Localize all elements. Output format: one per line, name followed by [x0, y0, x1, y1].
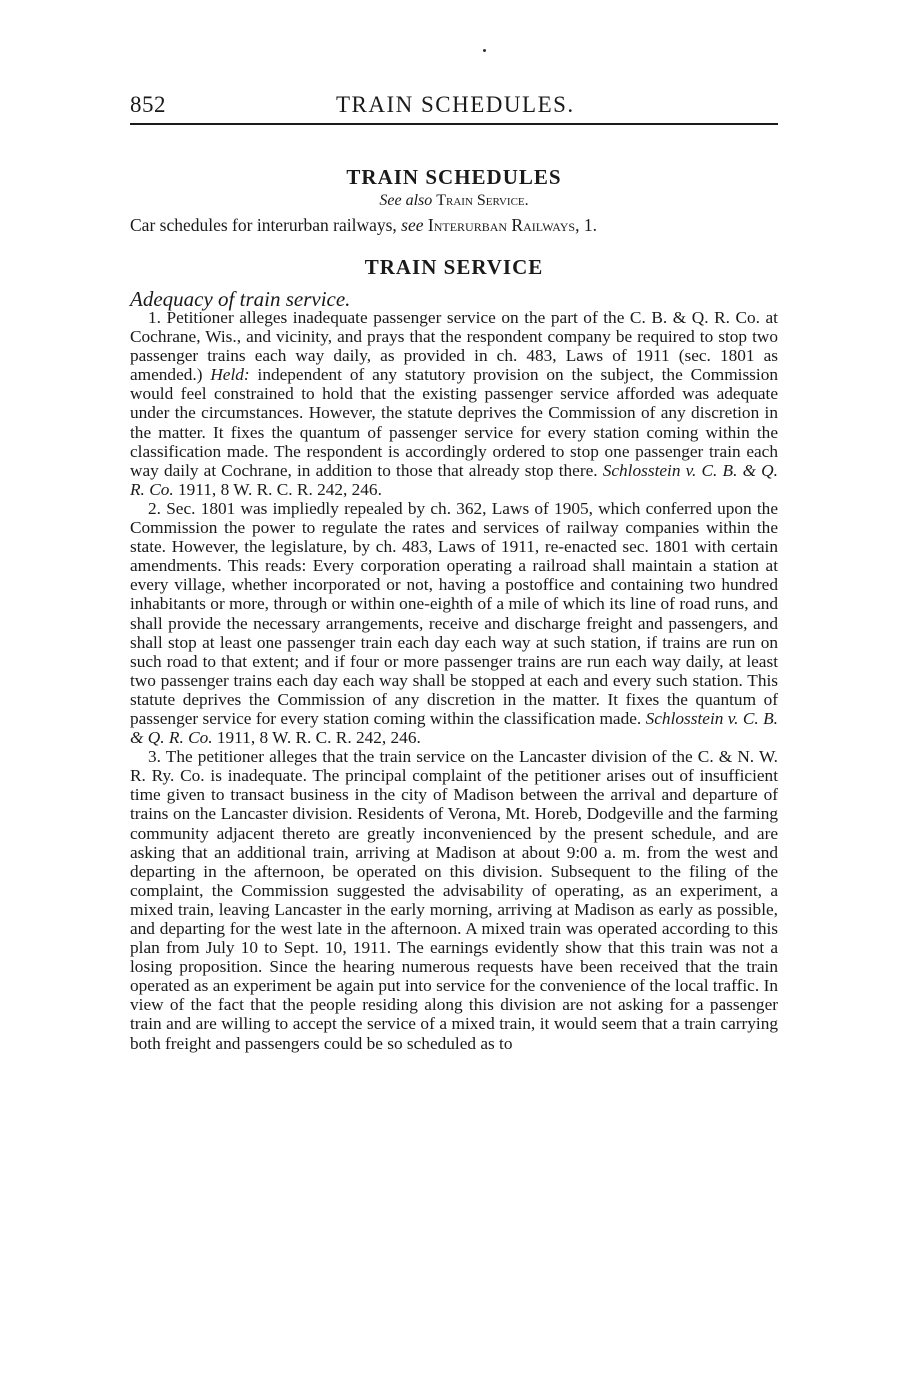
header-rule — [130, 123, 778, 125]
subheading-adequacy: Adequacy of train service. — [130, 287, 351, 311]
car-line-reference: Interurban Railways, — [427, 215, 580, 235]
car-line-number: 1. — [583, 215, 597, 235]
page-header — [130, 92, 778, 122]
paragraph-3 — [130, 747, 778, 1053]
paragraph-1-text-cont: independent of any statutory provision on the subject, the Commission would feel constrained to hold that the existing passenger service afforded was adequate under the circumstances. However, the statute deprives the Commission of any discretion in the matter. It fixes the quantum of passenger service for every station coming within the classification made. The respondent is accordingly ordered to stop one passenger train each way daily at Cochrane, in addition to those that already stop there. — [130, 365, 778, 480]
paragraph-2-text: 2. Sec. 1801 was impliedly repealed by ch. 362, Laws of 1905, which conferred upon the Commission the power to regulate the rates and services of railway companies within the state. However, the legislature, by ch. 483, Laws of 1911, re-enacted sec. 1801 with certain amendments. This reads: Every corporation operating a railroad shall maintain a station at every village, whether incorporated or not, having a postoffice and containing two hundred inhabitants or more, through or within one-eighth of a mile of which its line of road runs, and shall provide the necessary arrangements, receive and discharge freight and passengers, and shall stop at least one passenger train each day each way at such station, if trains are run on such road to that extent; and if four or more passenger trains are run each way daily, at least two passenger trains each day each way shall be stopped at each and every such station. This statute deprives the Commission of any discretion in the matter. It fixes the quantum of passenger service for every station coming within the classification made. — [130, 498, 778, 728]
car-line-see: see — [401, 215, 424, 235]
case-name: Schlosstein v. C. B. & Q. R. Co. — [130, 460, 778, 499]
car-line-text: Car schedules for interurban railways, — [130, 215, 397, 235]
see-also-reference: Train Service. — [436, 192, 529, 209]
see-also-line — [130, 192, 778, 210]
paragraph-3-text: 3. The petitioner alleges that the train service on the Lancaster division of the C. & N. W. R. Ry. Co. is inadequate. The principal complaint of the petitioner arises out of insufficient time given to transact business in the city of Madison between the arrival and departure of trains on the Lancaster division. Residents of Verona, Mt. Horeb, Dodgeville and the farming community adjacent thereto are greatly inconvenienced by the present schedule, and are asking that an additional train, arriving at Madison at about 9:00 a. m. from the west and departing in the afternoon, be operated on this division. Subsequent to the filing of the complaint, the Commission suggested the advisability of operating, as an experiment, a mixed train, leaving Lancaster in the early morning, arriving at Madison as early as possible, and departing for the west late in the afternoon. A mixed train was operated according to this plan from July 10 to Sept. 10, 1911. The earnings evidently show that this train was not a losing proposition. Since the hearing numerous requests have been received that the train operated as an experiment be again put into service for the convenience of the local traffic. In view of the fact that the people residing along this division are not asking for a passenger train and are willing to accept the service of a mixed train, it would seem that a train carrying both freight and passengers could be so scheduled as to — [130, 747, 778, 1053]
see-also-prefix: See also — [379, 192, 433, 209]
running-title: TRAIN SCHEDULES. — [336, 92, 575, 117]
case-citation: 1911, 8 W. R. C. R. 242, 246. — [173, 479, 382, 499]
paragraph-2 — [130, 499, 778, 747]
body-text — [130, 308, 778, 1053]
print-speck — [483, 49, 486, 52]
paragraph-1-text: 1. Petitioner alleges inadequate passenger service on the part of the C. B. & Q. R. Co. at Cochrane, Wis., and vicinity, and prays that the respondent company be required to stop two passenger trains each way daily, as provided in ch. 483, Laws of 1911 (sec. 1801 as amended.) — [130, 308, 778, 385]
paragraph-1 — [130, 308, 778, 499]
section-title-train-schedules: TRAIN SCHEDULES — [346, 165, 562, 189]
section-title-train-service: TRAIN SERVICE — [364, 255, 544, 279]
car-schedules-line — [130, 215, 597, 236]
held-label: Held: — [210, 365, 250, 385]
page-number: 852 — [130, 92, 166, 117]
case-citation: 1911, 8 W. R. C. R. 242, 246. — [212, 728, 421, 748]
case-name: Schlosstein v. C. B. & Q. R. Co. — [130, 708, 778, 748]
